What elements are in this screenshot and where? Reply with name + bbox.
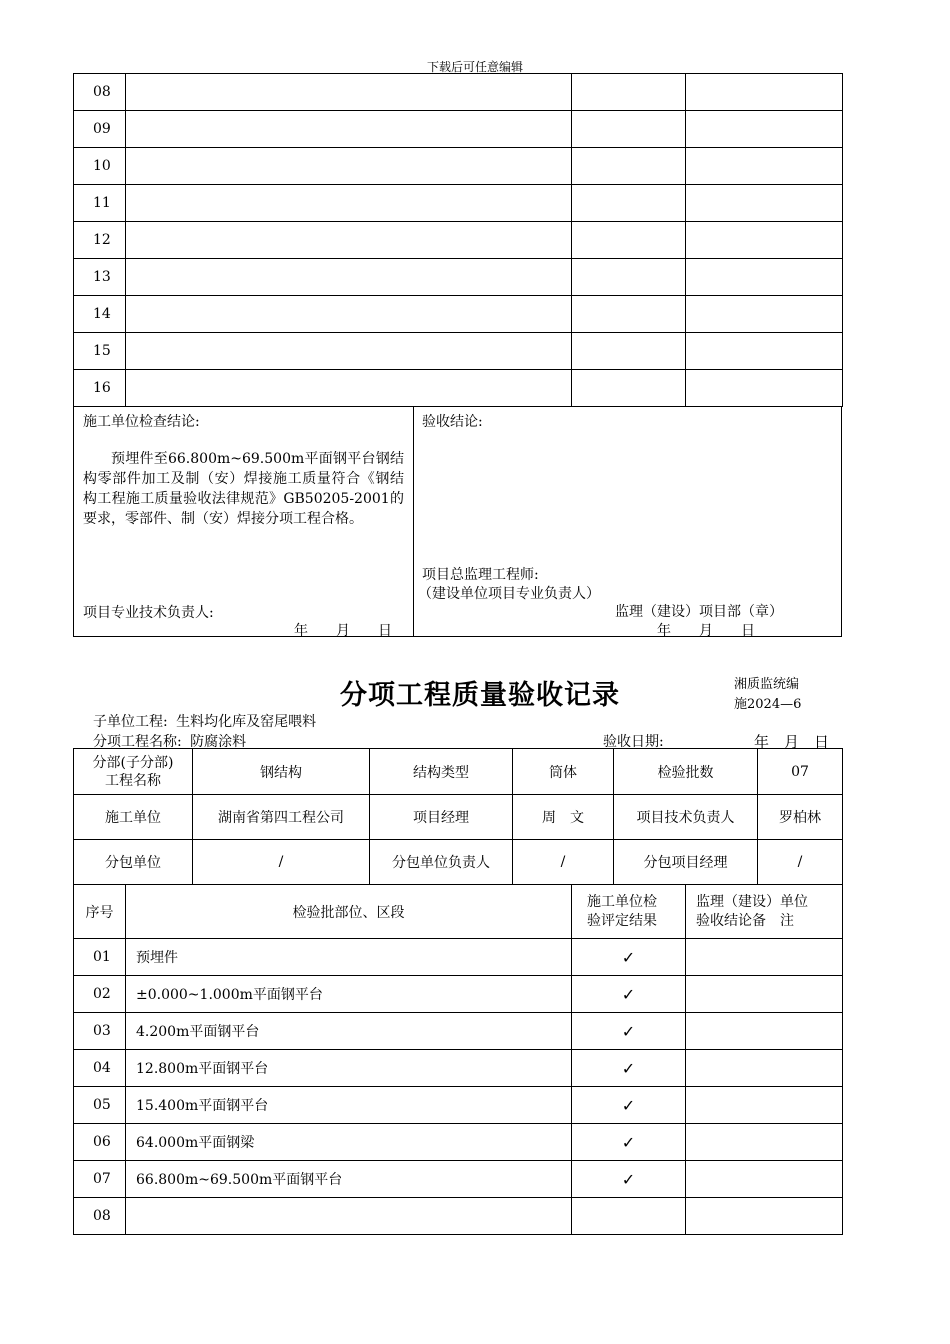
- check-icon: ✓: [572, 1013, 686, 1050]
- row-location: [126, 259, 572, 296]
- remark-header: [686, 885, 843, 939]
- row-number: 07: [74, 1161, 126, 1198]
- top-table-row: [74, 333, 843, 370]
- row-remark: [686, 1087, 843, 1124]
- check-icon: ✓: [572, 976, 686, 1013]
- row-location: 预埋件: [126, 939, 572, 976]
- form-code-1: 湘质监统编: [734, 677, 800, 692]
- pm-label: 项目经理: [370, 795, 513, 840]
- top-table-row: [74, 370, 843, 407]
- sub-pm-value: /: [758, 840, 843, 885]
- row-number: 09: [74, 111, 126, 148]
- row-location: ±0.000~1.000m平面钢平台: [126, 976, 572, 1013]
- supervisor-label: 项目总监理工程师:: [422, 567, 539, 583]
- row-location: 4.200m平面钢平台: [126, 1013, 572, 1050]
- top-table-row: [74, 222, 843, 259]
- remark-header-line1: 监理（建设）单位: [696, 893, 808, 910]
- row-location: 12.800m平面钢平台: [126, 1050, 572, 1087]
- form-title: 分项工程质量验收记录: [340, 680, 620, 711]
- row-number: 02: [74, 976, 126, 1013]
- seq-header: 序号: [74, 885, 126, 939]
- row-result: [572, 148, 686, 185]
- row-remark: [686, 333, 843, 370]
- result-header: [572, 885, 686, 939]
- top-table-row: [74, 259, 843, 296]
- table-row: [74, 1087, 843, 1124]
- row-remark: [686, 939, 843, 976]
- sub-value: /: [193, 840, 370, 885]
- row-result: [572, 111, 686, 148]
- row-location: [126, 111, 572, 148]
- row-result: [572, 370, 686, 407]
- row-remark: [686, 296, 843, 333]
- top-table-row: [74, 296, 843, 333]
- top-table-row: [74, 185, 843, 222]
- row-remark: [686, 1161, 843, 1198]
- part-label: [74, 749, 193, 795]
- pm-value: 周 文: [513, 795, 614, 840]
- sub-pm-label: 分包项目经理: [614, 840, 758, 885]
- row-location: [126, 333, 572, 370]
- struct-value: 筒体: [513, 749, 614, 795]
- remark-header-line2: 验收结论备 注: [696, 912, 794, 929]
- sub-label: 分包单位: [74, 840, 193, 885]
- row-number: 06: [74, 1124, 126, 1161]
- row-remark: [686, 185, 843, 222]
- row-number: 11: [74, 185, 126, 222]
- check-icon: ✓: [572, 1161, 686, 1198]
- row-remark: [686, 1198, 843, 1235]
- sub-lead-label: 分包单位负责人: [370, 840, 513, 885]
- construction-conclusion-box: [73, 406, 414, 637]
- info-table: [73, 748, 843, 885]
- part-label-line2: 工程名称: [105, 772, 161, 789]
- row-remark: [686, 74, 843, 111]
- row-number: 10: [74, 148, 126, 185]
- date-right: 年 月 日: [657, 623, 755, 639]
- check-icon: ✓: [572, 1050, 686, 1087]
- check-icon: [572, 1198, 686, 1235]
- header-note: 下载后可任意编辑: [426, 60, 523, 74]
- table-row: [74, 1050, 843, 1087]
- row-location: [126, 185, 572, 222]
- item-name-value: 防腐涂料: [190, 734, 247, 750]
- table-row: [74, 976, 843, 1013]
- row-remark: [686, 222, 843, 259]
- tech-value: 罗柏林: [758, 795, 843, 840]
- batch-value: 07: [758, 749, 843, 795]
- row-remark: [686, 1124, 843, 1161]
- row-result: [572, 333, 686, 370]
- sub-unit-value: 生料均化库及窑尾喂料: [176, 714, 317, 730]
- top-table-row: [74, 111, 843, 148]
- row-location: [126, 148, 572, 185]
- row-remark: [686, 148, 843, 185]
- batch-label: 检验批数: [614, 749, 758, 795]
- contractor-label: 施工单位: [74, 795, 193, 840]
- row-result: [572, 222, 686, 259]
- top-table-row: [74, 148, 843, 185]
- row-number: 03: [74, 1013, 126, 1050]
- row-number: 15: [74, 333, 126, 370]
- sub-unit-line: [93, 711, 316, 731]
- tech-label: 项目技术负责人: [614, 795, 758, 840]
- date-label: 验收日期:: [603, 734, 664, 750]
- tech-lead-label: 项目专业技术负责人:: [83, 605, 214, 621]
- top-table: [73, 73, 843, 407]
- row-remark: [686, 111, 843, 148]
- contractor-value: 湖南省第四工程公司: [193, 795, 370, 840]
- row-remark: [686, 370, 843, 407]
- table-row: [74, 939, 843, 976]
- inspection-table: [73, 884, 843, 1235]
- row-result: [572, 185, 686, 222]
- row-number: 05: [74, 1087, 126, 1124]
- row-number: 08: [74, 1198, 126, 1235]
- row-result: [572, 259, 686, 296]
- row-number: 14: [74, 296, 126, 333]
- row-remark: [686, 1050, 843, 1087]
- row-number: 04: [74, 1050, 126, 1087]
- row-remark: [686, 259, 843, 296]
- top-table-row: [74, 74, 843, 111]
- acceptance-conclusion-box: [413, 406, 842, 637]
- sub-unit-label: 子单位工程:: [93, 714, 168, 730]
- row-location: 66.800m~69.500m平面钢平台: [126, 1161, 572, 1198]
- form-code-2: 施2024—6: [734, 697, 802, 712]
- owner-label: （建设单位项目专业负责人）: [418, 586, 600, 602]
- acceptance-label: 验收结论:: [422, 414, 483, 430]
- construction-conclusion-text: 预埋件至66.800m~69.500m平面钢平台钢结构零部件加工及制（安）焊接施工质量符合《钢结构工程施工质量验收法律规范》GB50205-2001的要求，零部件、制（安）焊接分项工程合格。: [83, 451, 404, 527]
- check-icon: ✓: [572, 1124, 686, 1161]
- table-row: [74, 1013, 843, 1050]
- struct-label: 结构类型: [370, 749, 513, 795]
- row-remark: [686, 976, 843, 1013]
- row-result: [572, 296, 686, 333]
- row-remark: [686, 1013, 843, 1050]
- result-header-line2: 验评定结果: [587, 912, 657, 929]
- row-number: 12: [74, 222, 126, 259]
- row-location: [126, 222, 572, 259]
- location-header: 检验批部位、区段: [126, 885, 572, 939]
- sub-lead-value: /: [513, 840, 614, 885]
- stamp-label: 监理（建设）项目部（章）: [615, 604, 783, 620]
- table-row: [74, 1124, 843, 1161]
- check-icon: ✓: [572, 939, 686, 976]
- table-row: [74, 1161, 843, 1198]
- row-location: 15.400m平面钢平台: [126, 1087, 572, 1124]
- part-value: 钢结构: [193, 749, 370, 795]
- row-number: 16: [74, 370, 126, 407]
- construction-conclusion-label: 施工单位检查结论:: [83, 414, 200, 430]
- row-number: 01: [74, 939, 126, 976]
- part-label-line1: 分部(子分部): [92, 754, 174, 771]
- result-header-line1: 施工单位检: [587, 893, 657, 910]
- row-location: [126, 74, 572, 111]
- row-location: [126, 370, 572, 407]
- row-number: 13: [74, 259, 126, 296]
- row-location: [126, 1198, 572, 1235]
- row-result: [572, 74, 686, 111]
- item-name-label: 分项工程名称:: [93, 734, 182, 750]
- row-location: [126, 296, 572, 333]
- table-row: [74, 1198, 843, 1235]
- row-location: 64.000m平面钢梁: [126, 1124, 572, 1161]
- check-icon: ✓: [572, 1087, 686, 1124]
- row-number: 08: [74, 74, 126, 111]
- date-value: 年 月 日: [754, 733, 830, 751]
- date-left: 年 月 日: [294, 623, 392, 639]
